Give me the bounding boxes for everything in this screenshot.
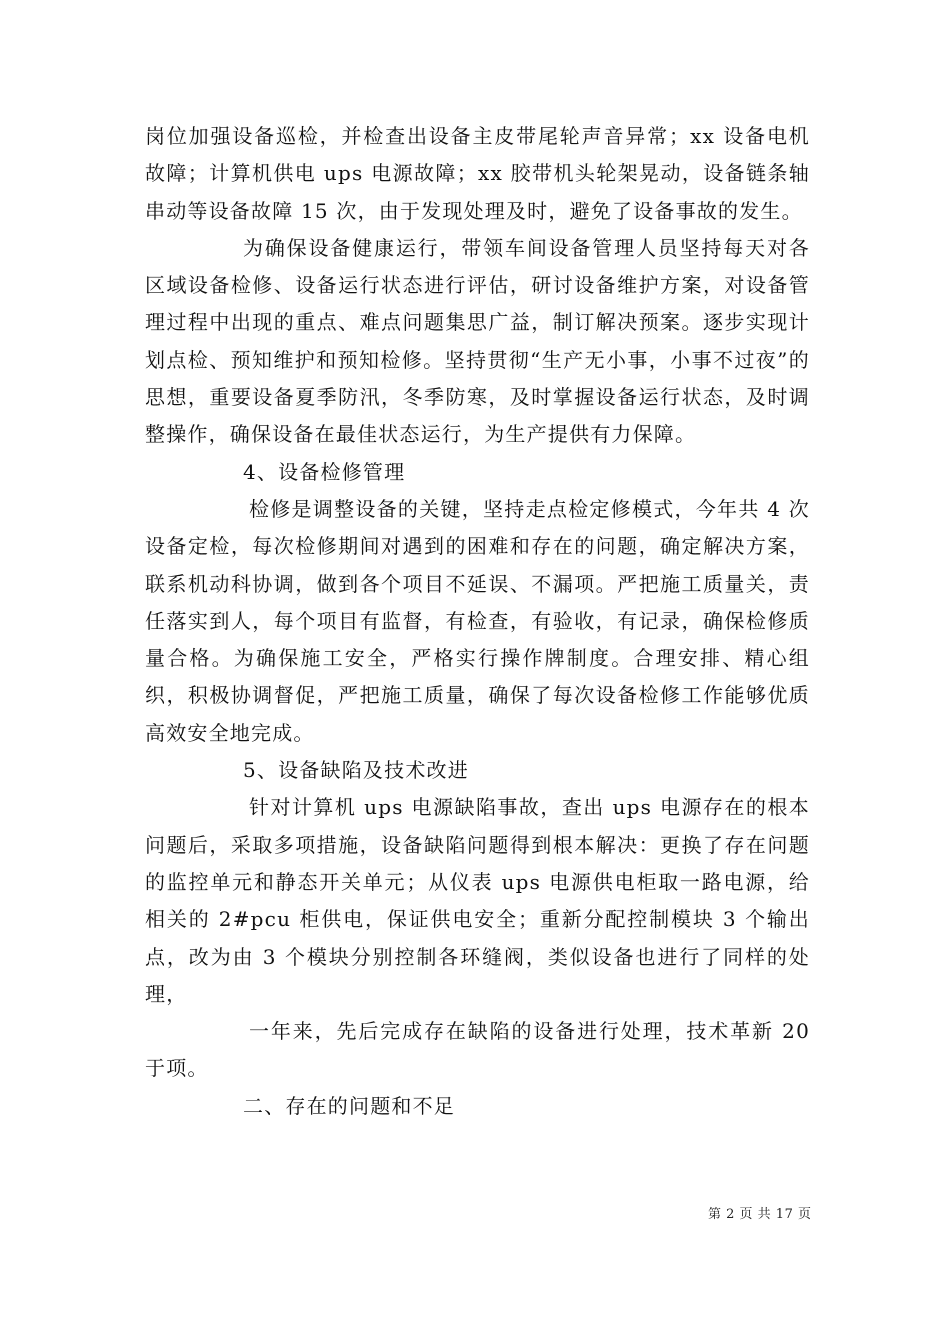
document-body (145, 118, 810, 1125)
paragraph-maintenance-management: 检修是调整设备的关键，坚持走点检定修模式，今年共 4 次设备定检，每次检修期间对遇到的困难和存在的问题，确定解决方案，联系机动科协调，做到各个项目不延误、不漏项。严把施工质量关，责任落实到人，每个项目有监督，有检查，有验收，有记录，确保检修质量合格。为确保施工安全，严格实行操作牌制度。合理安排、精心组织，积极协调督促，严把施工质量，确保了每次设备检修工作能够优质高效安全地完成。 (145, 496, 810, 745)
paragraph-year-summary: 一年来，先后完成存在缺陷的设备进行处理，技术革新 20 于项。 (145, 1019, 810, 1081)
section-heading-defects: 5、设备缺陷及技术改进 (243, 758, 469, 783)
page-number: 第 2 页 共 17 页 (708, 1207, 812, 1222)
paragraph-equipment-inspection: 岗位加强设备巡检，并检查出设备主皮带尾轮声音异常；xx 设备电机故障；计算机供电 ups 电源故障；xx 胶带机头轮架晃动，设备链条轴串动等设备故障 15 次，由于发现处理及时，避免了设备事故的发生。 (145, 124, 810, 223)
paragraph-ups-defect: 针对计算机 ups 电源缺陷事故，查出 ups 电源存在的根本问题后，采取多项措施，设备缺陷问题得到根本解决：更换了存在问题的监控单元和静态开关单元；从仪表 ups 电源供电柜取一路电源，给相关的 2#pcu 柜供电，保证供电安全；重新分配控制模块 3 个输出点，改为由 3 个模块分别控制各环缝阀，类似设备也进行了同样的处理， (145, 795, 810, 1006)
section-heading-problems: 二、存在的问题和不足 (243, 1093, 455, 1118)
paragraph-equipment-health: 为确保设备健康运行，带领车间设备管理人员坚持每天对各区域设备检修、设备运行状态进行评估，研讨设备维护方案，对设备管理过程中出现的重点、难点问题集思广益，制订解决预案。逐步实现计划点检、预知维护和预知检修。坚持贯彻“生产无小事，小事不过夜”的思想，重要设备夏季防汛，冬季防寒，及时掌握设备运行状态，及时调整操作，确保设备在最佳状态运行，为生产提供有力保障。 (145, 235, 810, 447)
section-heading-maintenance: 4、设备检修管理 (243, 459, 406, 484)
